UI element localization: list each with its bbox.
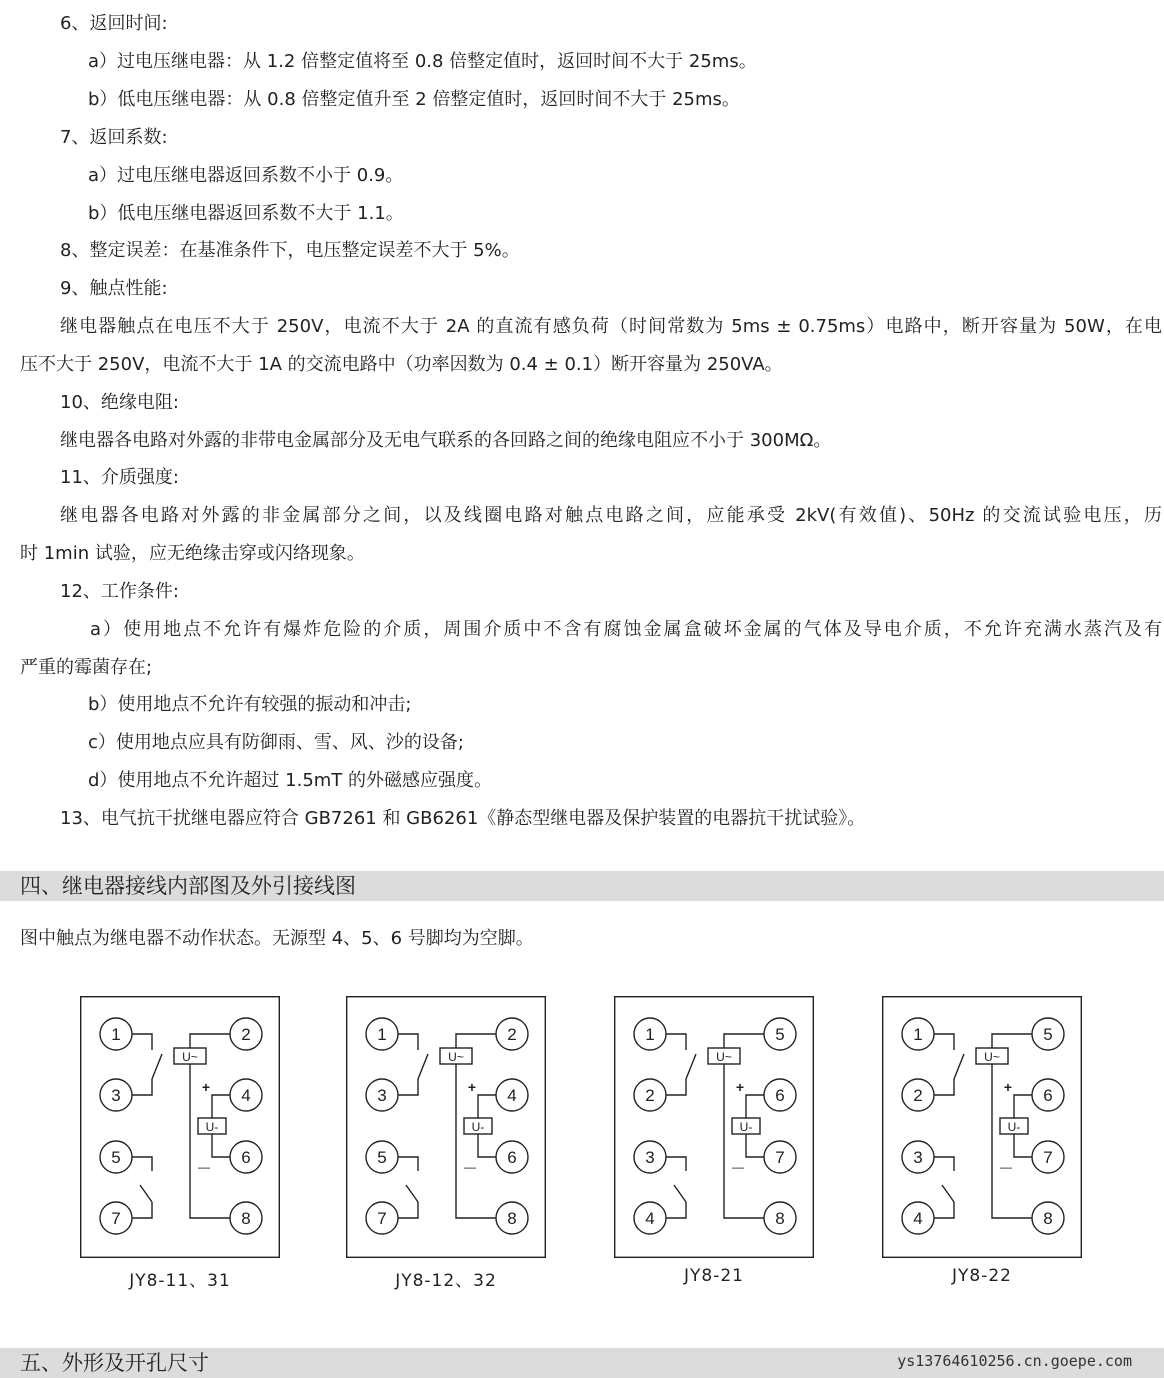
item7-a: a）过电压继电器返回系数不小于 0.9。 bbox=[88, 165, 404, 186]
contact-wire bbox=[132, 1079, 152, 1095]
contact-wire bbox=[934, 1202, 954, 1218]
supply-label-dc: U- bbox=[739, 1120, 753, 1134]
section5-header bbox=[0, 1348, 1164, 1378]
section4-note: 图中触点为继电器不动作状态。无源型 4、5、6 号脚均为空脚。 bbox=[20, 928, 534, 949]
minus-sign: — bbox=[732, 1160, 744, 1174]
pin-label: 8 bbox=[1043, 1209, 1053, 1228]
pin-label: 8 bbox=[241, 1209, 251, 1228]
item6-b: b）低电压继电器：从 0.8 倍整定值升至 2 倍整定值时，返回时间不大于 25ms。 bbox=[88, 89, 740, 110]
pin-label: 2 bbox=[241, 1025, 251, 1044]
contact-wire bbox=[398, 1202, 418, 1218]
diagram-canvas bbox=[80, 996, 280, 1258]
section4-title: 四、继电器接线内部图及外引接线图 bbox=[20, 874, 356, 898]
wiring-diagram-jy8-11-31 bbox=[80, 996, 280, 1258]
contact-blade bbox=[686, 1054, 696, 1079]
pin-label: 7 bbox=[111, 1209, 121, 1228]
item12-b: b）使用地点不允许有较强的振动和冲击; bbox=[88, 694, 412, 715]
coil-wire bbox=[190, 1034, 230, 1048]
contact-blade bbox=[152, 1054, 162, 1079]
item6-title: 6、返回时间: bbox=[60, 13, 168, 34]
item7-title: 7、返回系数: bbox=[60, 127, 168, 148]
item7-b: b）低电压继电器返回系数不大于 1.1。 bbox=[88, 203, 404, 224]
contact-wire bbox=[398, 1157, 418, 1171]
contact-blade bbox=[140, 1185, 152, 1202]
contact-blade bbox=[954, 1054, 964, 1079]
contact-wire bbox=[934, 1034, 954, 1050]
contact-wire bbox=[666, 1079, 686, 1095]
supply-wire bbox=[478, 1134, 496, 1157]
contact-wire bbox=[132, 1034, 152, 1050]
contact-wire bbox=[666, 1157, 686, 1171]
diagram-canvas bbox=[346, 996, 546, 1258]
supply-wire bbox=[1014, 1134, 1032, 1157]
pin-label: 1 bbox=[111, 1025, 121, 1044]
item12-a1: a）使用地点不允许有爆炸危险的介质，周围介质中不含有腐蚀金属盒破坏金属的气体及导电介质，不允许充满水蒸汽及有 bbox=[90, 619, 1162, 640]
section4-header bbox=[0, 871, 1164, 901]
contact-wire bbox=[132, 1157, 152, 1171]
section5-title: 五、外形及开孔尺寸 bbox=[20, 1351, 209, 1375]
contact-blade bbox=[418, 1054, 428, 1079]
contact-wire bbox=[398, 1034, 418, 1050]
pin-label: 4 bbox=[645, 1209, 655, 1228]
supply-wire bbox=[1014, 1095, 1032, 1118]
wiring-diagram-jy8-12-32 bbox=[346, 996, 546, 1258]
coil-wire bbox=[456, 1034, 496, 1048]
wiring-diagram-jy8-21 bbox=[614, 996, 814, 1258]
supply-label-dc: U- bbox=[471, 1120, 485, 1134]
pin-label: 6 bbox=[507, 1148, 517, 1167]
pin-label: 7 bbox=[377, 1209, 387, 1228]
item9-line1: 继电器触点在电压不大于 250V，电流不大于 2A 的直流有感负荷（时间常数为 5ms ± 0.75ms）电路中，断开容量为 50W，在电 bbox=[60, 316, 1162, 337]
supply-wire bbox=[212, 1134, 230, 1157]
minus-sign: — bbox=[1000, 1160, 1012, 1174]
item10-text: 继电器各电路对外露的非带电金属部分及无电气联系的各回路之间的绝缘电阻应不小于 300MΩ。 bbox=[60, 430, 832, 451]
pin-label: 4 bbox=[507, 1086, 517, 1105]
pin-label: 6 bbox=[1043, 1086, 1053, 1105]
coil-wire bbox=[992, 1034, 1032, 1048]
item9-line2: 压不大于 250V，电流不大于 1A 的交流电路中（功率因数为 0.4 ± 0.1）断开容量为 250VA。 bbox=[20, 354, 783, 375]
contact-wire bbox=[666, 1202, 686, 1218]
diagram-canvas bbox=[614, 996, 814, 1258]
wiring-diagram-jy8-22 bbox=[882, 996, 1082, 1258]
item6-a: a）过电压继电器：从 1.2 倍整定值将至 0.8 倍整定值时，返回时间不大于 25ms。 bbox=[88, 51, 757, 72]
item12-c: c）使用地点应具有防御雨、雪、风、沙的设备; bbox=[88, 732, 464, 753]
supply-wire bbox=[746, 1134, 764, 1157]
item12-title: 12、工作条件: bbox=[60, 581, 179, 602]
pin-label: 5 bbox=[775, 1025, 785, 1044]
pin-label: 1 bbox=[645, 1025, 655, 1044]
item8: 8、整定误差：在基准条件下，电压整定误差不大于 5%。 bbox=[60, 240, 520, 261]
pin-label: 2 bbox=[645, 1086, 655, 1105]
pin-label: 2 bbox=[913, 1086, 923, 1105]
diagram-caption: JY8-11、31 bbox=[129, 1271, 231, 1291]
supply-wire bbox=[746, 1095, 764, 1118]
pin-label: 4 bbox=[241, 1086, 251, 1105]
coil-label-ac: U~ bbox=[716, 1050, 732, 1064]
pin-label: 7 bbox=[775, 1148, 785, 1167]
contact-wire bbox=[934, 1157, 954, 1171]
coil-label-ac: U~ bbox=[984, 1050, 1000, 1064]
diagram-caption: JY8-21 bbox=[684, 1266, 744, 1286]
contact-blade bbox=[674, 1185, 686, 1202]
plus-sign: + bbox=[467, 1079, 477, 1095]
contact-wire bbox=[934, 1079, 954, 1095]
supply-wire bbox=[478, 1095, 496, 1118]
item11-title: 11、介质强度: bbox=[60, 467, 179, 488]
pin-label: 6 bbox=[775, 1086, 785, 1105]
item9-title: 9、触点性能: bbox=[60, 278, 168, 299]
pin-label: 5 bbox=[377, 1148, 387, 1167]
pin-label: 3 bbox=[377, 1086, 387, 1105]
pin-label: 5 bbox=[111, 1148, 121, 1167]
item11-line1: 继电器各电路对外露的非金属部分之间，以及线圈电路对触点电路之间，应能承受 2kV(有效值)、50Hz 的交流试验电压，历 bbox=[60, 505, 1162, 526]
contact-wire bbox=[132, 1202, 152, 1218]
coil-wire bbox=[724, 1034, 764, 1048]
pin-label: 4 bbox=[913, 1209, 923, 1228]
minus-sign: — bbox=[464, 1160, 476, 1174]
minus-sign: — bbox=[198, 1160, 210, 1174]
supply-wire bbox=[212, 1095, 230, 1118]
item13: 13、电气抗干扰继电器应符合 GB7261 和 GB6261《静态型继电器及保护装置的电器抗干扰试验》。 bbox=[60, 808, 866, 829]
contact-blade bbox=[406, 1185, 418, 1202]
plus-sign: + bbox=[201, 1079, 211, 1095]
pin-label: 8 bbox=[507, 1209, 517, 1228]
supply-label-dc: U- bbox=[1007, 1120, 1021, 1134]
plus-sign: + bbox=[735, 1079, 745, 1095]
diagram-caption: JY8-22 bbox=[952, 1266, 1012, 1286]
pin-label: 5 bbox=[1043, 1025, 1053, 1044]
watermark-text: ys13764610256.cn.goepe.com bbox=[897, 1352, 1132, 1370]
coil-label-ac: U~ bbox=[182, 1050, 198, 1064]
pin-label: 3 bbox=[645, 1148, 655, 1167]
item11-line2: 时 1min 试验，应无绝缘击穿或闪络现象。 bbox=[20, 543, 365, 564]
contact-wire bbox=[666, 1034, 686, 1050]
plus-sign: + bbox=[1003, 1079, 1013, 1095]
item12-a2: 严重的霉菌存在; bbox=[20, 657, 153, 678]
coil-label-ac: U~ bbox=[448, 1050, 464, 1064]
item12-d: d）使用地点不允许超过 1.5mT 的外磁感应强度。 bbox=[88, 770, 493, 791]
pin-label: 1 bbox=[913, 1025, 923, 1044]
diagram-caption: JY8-12、32 bbox=[395, 1271, 497, 1291]
pin-label: 3 bbox=[913, 1148, 923, 1167]
pin-label: 7 bbox=[1043, 1148, 1053, 1167]
diagram-canvas bbox=[882, 996, 1082, 1258]
pin-label: 2 bbox=[507, 1025, 517, 1044]
contact-blade bbox=[942, 1185, 954, 1202]
pin-label: 1 bbox=[377, 1025, 387, 1044]
contact-wire bbox=[398, 1079, 418, 1095]
supply-label-dc: U- bbox=[205, 1120, 219, 1134]
pin-label: 3 bbox=[111, 1086, 121, 1105]
pin-label: 8 bbox=[775, 1209, 785, 1228]
pin-label: 6 bbox=[241, 1148, 251, 1167]
item10-title: 10、绝缘电阻: bbox=[60, 392, 179, 413]
